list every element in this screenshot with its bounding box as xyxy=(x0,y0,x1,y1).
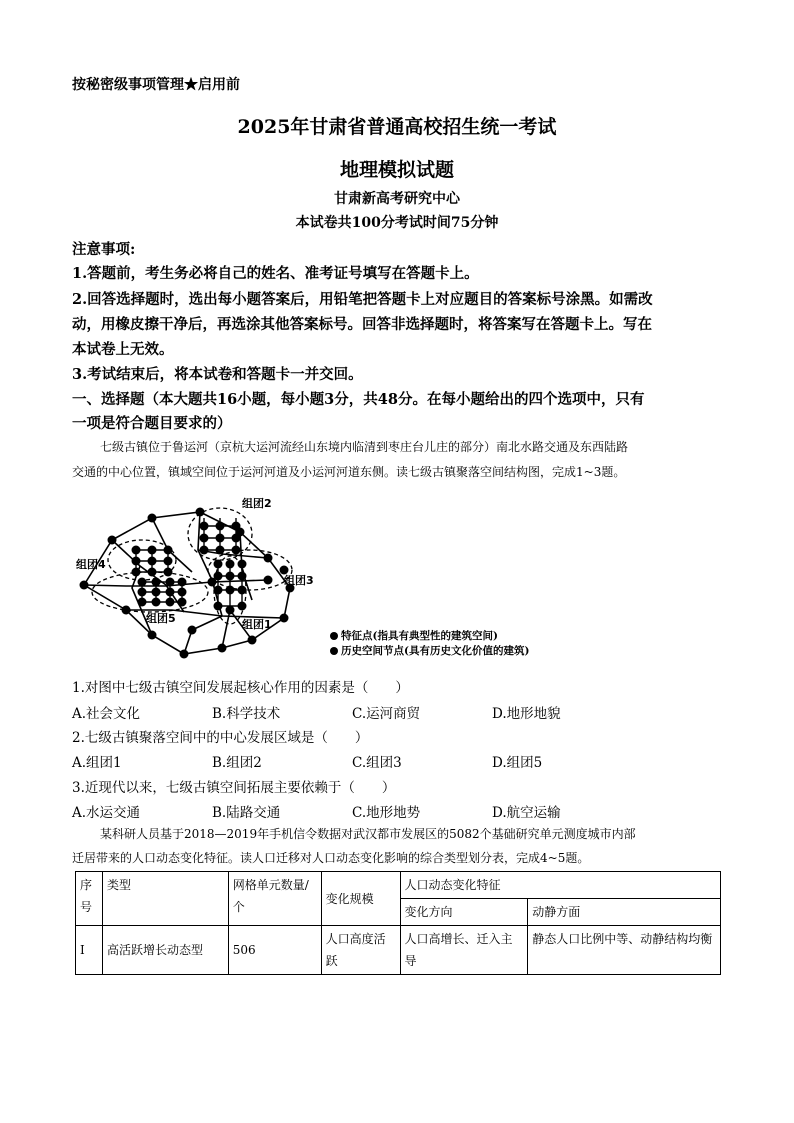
header-type: 类型 xyxy=(102,872,228,926)
label-group-4: 组团4 xyxy=(76,558,106,571)
cell-scale: 人口高度活跃 xyxy=(321,926,400,975)
question-3-option-c[interactable]: C.地形地势 xyxy=(352,805,421,821)
notice-item-1: 1.答题前，考生务必将自己的姓名、准考证号填写在答题卡上。 xyxy=(72,265,479,282)
legend-feature-point: 特征点(指具有典型性的建筑空间) xyxy=(330,628,498,643)
header-count: 网格单元数量/个 xyxy=(228,872,321,926)
notice-item-3: 3.考试结束后，将本试卷和答题卡一并交回。 xyxy=(72,366,363,383)
notice-item-2-line-3: 本试卷上无效。 xyxy=(72,341,174,358)
question-2-option-a[interactable]: A.组团1 xyxy=(72,755,122,771)
question-1-option-a[interactable]: A.社会文化 xyxy=(72,706,141,722)
question-2-option-b[interactable]: B.组团2 xyxy=(212,755,262,771)
passage-1-line-2: 交通的中心位置，镇域空间位于运河河道及小运河河道东侧。读七级古镇聚落空间结构图，完成1~3题。 xyxy=(72,465,626,479)
label-group-1: 组团1 xyxy=(242,618,272,631)
exam-title: 2025年甘肃省普通高校招生统一考试 xyxy=(237,116,557,138)
exam-meta: 本试卷共100分考试时间75分钟 xyxy=(295,215,499,231)
passage-2-line-1: 某科研人员基于2018—2019年手机信令数据对武汉都市发展区的5082个基础研究单元测度城市内部 xyxy=(100,827,636,841)
question-2-stem: 2.七级古镇聚落空间中的中心发展区域是（ ） xyxy=(72,730,369,746)
question-3-option-d[interactable]: D.航空运输 xyxy=(492,805,561,821)
passage-1-line-1: 七级古镇位于鲁运河（京杭大运河流经山东境内临清到枣庄台儿庄的部分）南北水路交通及东西陆路 xyxy=(100,440,629,454)
notice-heading: 注意事项: xyxy=(72,241,136,258)
section-heading-line-2: 一项是符合题目要求的） xyxy=(72,415,232,432)
notice-item-2-line-2: 动，用橡皮擦干净后，再选涂其他答案标号。回答非选择题时，将答案写在答题卡上。写在 xyxy=(72,316,652,333)
question-1-option-d[interactable]: D.地形地貌 xyxy=(492,706,561,722)
question-2-option-c[interactable]: C.组团3 xyxy=(352,755,402,771)
question-1-stem: 1.对图中七级古镇空间发展起核心作用的因素是（ ） xyxy=(72,680,409,696)
cell-dynamic: 静态人口比例中等、动静结构均衡 xyxy=(528,926,721,975)
settlement-structure-diagram xyxy=(72,490,332,660)
question-3-option-a[interactable]: A.水运交通 xyxy=(72,805,141,821)
table-row xyxy=(76,926,721,975)
section-heading-line-1: 一、选择题（本大题共16小题，每小题3分，共48分。在每小题给出的四个选项中，只有 xyxy=(72,391,645,408)
historic-node-dot-icon xyxy=(330,647,338,655)
cell-type: 高活跃增长动态型 xyxy=(102,926,228,975)
exam-subtitle: 地理模拟试题 xyxy=(339,159,454,181)
table-header-row xyxy=(76,872,721,899)
exam-organizer: 甘肃新高考研究中心 xyxy=(334,191,460,207)
header-feature: 人口动态变化特征 xyxy=(400,872,721,899)
header-direction: 变化方向 xyxy=(400,899,528,926)
population-type-table xyxy=(75,871,721,975)
question-3-option-b[interactable]: B.陆路交通 xyxy=(212,805,281,821)
notice-item-2-line-1: 2.回答选择题时，选出每小题答案后，用铅笔把答题卡上对应题目的答案标号涂黑。如需改 xyxy=(72,291,653,308)
cell-count: 506 xyxy=(228,926,321,975)
question-1-option-c[interactable]: C.运河商贸 xyxy=(352,706,421,722)
header-dynamic: 动静方面 xyxy=(528,899,721,926)
label-group-3: 组团3 xyxy=(284,574,314,587)
cell-direction: 人口高增长、迁入主导 xyxy=(400,926,528,975)
header-no: 序号 xyxy=(76,872,103,926)
question-1-option-b[interactable]: B.科学技术 xyxy=(212,706,281,722)
legend-historic-node: 历史空间节点(具有历史文化价值的建筑) xyxy=(330,643,529,658)
label-group-5: 组团5 xyxy=(146,612,176,625)
cell-no: I xyxy=(76,926,103,975)
question-3-stem: 3.近现代以来，七级古镇空间拓展主要依赖于（ ） xyxy=(72,780,396,796)
question-2-option-d[interactable]: D.组团5 xyxy=(492,755,543,771)
label-group-2: 组团2 xyxy=(242,497,272,510)
feature-point-dot-icon xyxy=(330,632,338,640)
secret-label: 按秘密级事项管理★启用前 xyxy=(72,77,240,93)
header-scale: 变化规模 xyxy=(321,872,400,926)
passage-2-line-2: 迁居带来的人口动态变化特征。读人口迁移对人口动态变化影响的综合类型划分表，完成4~5题。 xyxy=(72,851,590,865)
